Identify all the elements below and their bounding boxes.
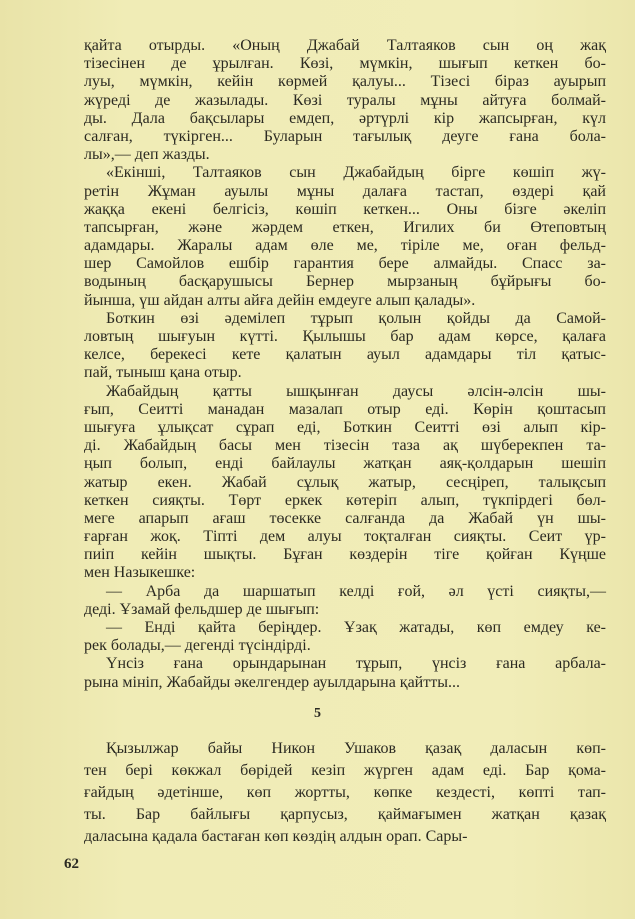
text-line: ды. Дала бақсылары емдеп, әртүрлі кір жапсырған, күл xyxy=(84,109,606,127)
paragraph xyxy=(84,164,606,310)
paragraph xyxy=(84,619,606,655)
text-line: лы»,— деп жазды. xyxy=(84,146,210,164)
text-line: даласына қадала бастаған көп көздің алдын орап. Сары- xyxy=(84,828,468,845)
text-line: деді. Ұзамай фельдшер де шығып: xyxy=(84,600,320,618)
paragraph xyxy=(84,655,606,691)
text-line: пиіп кейін шықты. Бұған көздерін тіге қойған Күңше xyxy=(84,546,606,564)
text-line: йынша, үш айдан алты айға дейін емдеуге алып қалады». xyxy=(84,291,476,309)
text-line: водының басқарушысы Бернер мырзаның бұйрығы бо- xyxy=(84,273,606,291)
text-line: тен бері көкжал бөрідей кезіп жүрген адам еді. Бар қома- xyxy=(84,762,606,779)
text-line: ді. Жабайдың басы мен тізесін таза ақ шүберекпен та- xyxy=(84,437,606,455)
paragraph xyxy=(84,37,606,164)
text-line: жатыр екен. Жабай сұлық жатыр, сесңіреп, талықсып xyxy=(84,473,606,491)
text-line: меге апарып ағаш төсекке салғанда да Жабай үн шы- xyxy=(84,509,606,527)
text-line: қайта отырды. «Оның Джабай Талтаяков сын оң жақ xyxy=(84,37,606,54)
text-line: мен Назыкешке: xyxy=(84,564,196,582)
text-line: луы, мүмкін, кейін көрмей қалуы... Тізесі біраз ауырып xyxy=(84,73,606,91)
paragraph xyxy=(84,310,606,383)
text-line: жаққа екені белгісіз, көшіп кеткен... Оны бізге әкеліп xyxy=(84,200,606,218)
text-line: — Енді қайта беріңдер. Ұзақ жатады, көп емдеу ке- xyxy=(106,619,606,636)
text-line: адамдары. Жаралы адам өле ме, тіріле ме, оған фельд- xyxy=(84,237,606,255)
paragraph xyxy=(84,583,606,619)
paragraph xyxy=(84,383,606,583)
text-line: Жабайдың қатты ышқынған даусы әлсін-әлсін шы- xyxy=(106,382,606,400)
text-line: Үнсіз ғана орындарынан тұрып, үнсіз ғана арбала- xyxy=(106,655,606,673)
text-line: Боткин өзі әдемілеп тұрып қолын қойды да Самой- xyxy=(106,309,606,327)
text-line: ңып болып, енді байлаулы жатқан аяқ-қолдарын шешіп xyxy=(84,455,606,473)
text-line: Қызылжар байы Никон Ушаков қазақ даласын көп- xyxy=(106,740,606,757)
text-line: келсе, берекесі кете қалатын ауыл адамдары тіл қатыс- xyxy=(84,346,606,364)
text-line: «Екінші, Талтаяков сын Джабайдың бірге көшіп жү- xyxy=(106,164,606,182)
text-line: ловтың шығуын күтті. Қылышы бар адам көрсе, қалаға xyxy=(84,328,606,345)
text-line: ретін Жұман ауылы мұны далаға тастап, өздері қай xyxy=(84,182,606,200)
text-line: — Арба да шаршатып келді ғой, әл үсті сияқты,— xyxy=(106,582,606,600)
chapter-number: 5 xyxy=(314,706,321,721)
text-line: жүреді де жазылады. Көзі туралы мұны айтуға болмай- xyxy=(84,91,606,109)
text-line: кеткен сияқты. Төрт еркек көтеріп алып, түкпірдегі бөл- xyxy=(84,491,606,509)
text-line: тапсырған, және жәрдем еткен, Игилих би Өтеповтың xyxy=(84,218,606,236)
text-line: шер Самойлов ешбір гарантия бере алмайды. Спасс за- xyxy=(84,255,606,273)
text-line: ты. Бар байлығы қарпусыз, қаймағымен жатқан қазақ xyxy=(84,806,606,823)
text-line: салған, түкірген... Буларын тағылық деуге ғана бола- xyxy=(84,127,606,145)
paragraph xyxy=(84,738,606,848)
page-number: 62 xyxy=(64,856,79,872)
text-section-one xyxy=(84,37,606,692)
text-line: тізесінен де ұрылған. Көзі, мүмкін, шығып кеткен бо- xyxy=(84,55,606,73)
text-line: ғайдың әдетінше, көп жортты, көпке кездесті, көпті тап- xyxy=(84,784,606,801)
text-line: рек болады,— дегенді түсіндірді. xyxy=(84,637,311,655)
text-line: ғып, Сеитті манадан мазалап отыр еді. Көрін қоштасып xyxy=(84,400,606,418)
text-line: пай, тыныш қана отыр. xyxy=(84,364,242,382)
text-line: рына мініп, Жабайды әкелгендер ауылдарына қайтты... xyxy=(84,673,460,691)
text-line: шығуға ұлықсат сұрап еді, Боткин Сеитті өзі алып кір- xyxy=(84,418,606,436)
text-section-two xyxy=(84,738,606,848)
text-line: ғарған жоқ. Тіпті дем алуы тоқталған сияқты. Сеит үр- xyxy=(84,528,606,546)
